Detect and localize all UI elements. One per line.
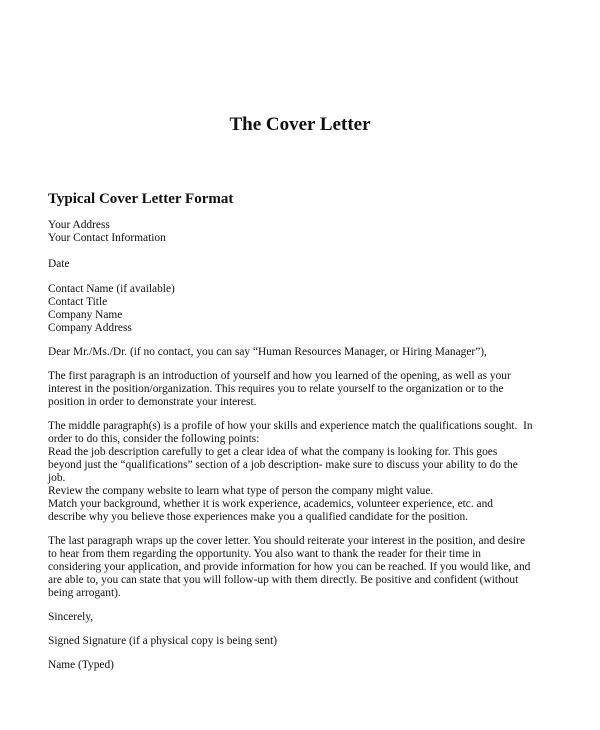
paragraph-3-line: to hear from them regarding the opportunity. You also want to thank the reader for their time in [48,548,481,560]
paragraph-2-line: job. [48,472,66,484]
paragraph-1-line: interest in the position/organization. This requires you to relate yourself to the organization or to the [48,383,504,395]
paragraph-1-line: The first paragraph is an introduction of yourself and how you learned of the opening, as well as your [48,370,511,382]
sender-contact-info: Your Contact Information [48,232,166,244]
paragraph-1-line: position in order to demonstrate your interest. [48,396,257,408]
paragraph-2-line: The middle paragraph(s) is a profile of how your skills and experience match the qualifications sought. In [48,420,533,432]
recipient-contact-name: Contact Name (if available) [48,283,175,295]
signature-line: Signed Signature (if a physical copy is being sent) [48,635,278,647]
paragraph-2-line: Read the job description carefully to get a clear idea of what the company is looking for. This goes [48,446,498,458]
paragraph-2-line: Review the company website to learn what type of person the company might value. [48,485,434,497]
paragraph-3-line: considering your application, and provide information for how you can be reached. If you would like, and [48,561,531,573]
closing: Sincerely, [48,611,94,623]
salutation: Dear Mr./Ms./Dr. (if no contact, you can say “Human Resources Manager, or Hiring Manager”), [48,346,487,358]
section-heading: Typical Cover Letter Format [48,191,234,207]
document-title: The Cover Letter [229,114,371,135]
recipient-contact-title: Contact Title [48,296,108,308]
paragraph-2-line: describe why you believe those experiences make you a qualified candidate for the position. [48,511,469,523]
sender-address: Your Address [48,219,110,231]
recipient-company-name: Company Name [48,309,123,321]
paragraph-3-line: being arrogant). [48,587,121,599]
paragraph-2-line: beyond just the “qualifications” section of a job description- make sure to discuss your ability to do the [48,459,518,471]
paragraph-3-line: are able to, you can state that you will follow-up with them directly. Be positive and confident (without [48,574,519,586]
recipient-company-address: Company Address [48,322,132,334]
typed-name: Name (Typed) [48,659,114,671]
paragraph-2-line: order to do this, consider the following points: [48,433,260,445]
letter-date: Date [48,258,70,270]
paragraph-2-line: Match your background, whether it is work experience, academics, volunteer experience, etc. and [48,498,493,510]
paragraph-3-line: The last paragraph wraps up the cover letter. You should reiterate your interest in the position, and desire [48,535,526,547]
